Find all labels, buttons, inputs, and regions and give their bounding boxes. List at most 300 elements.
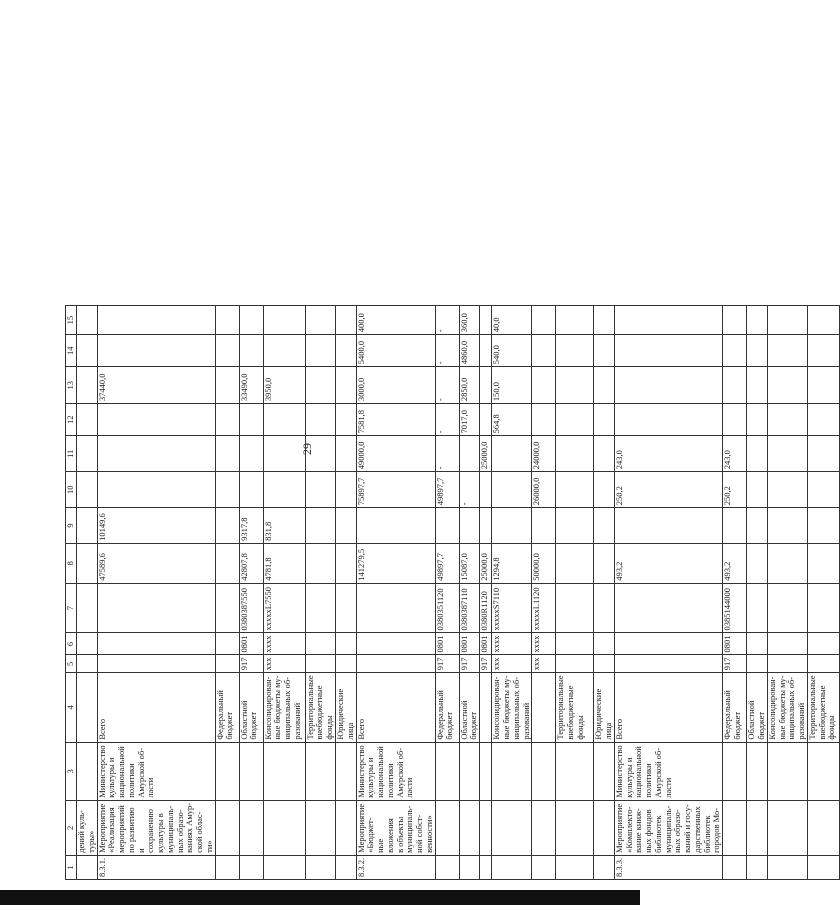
table-cell: - xyxy=(435,436,459,472)
table-row xyxy=(305,306,335,880)
table-cell: xxxxxL7550 xyxy=(263,583,305,633)
table-cell xyxy=(97,306,215,335)
table-cell: 3950,0 xyxy=(263,367,305,404)
table-cell xyxy=(556,472,594,508)
table-cell: 10149,6 xyxy=(97,508,215,544)
table-cell: 25000,0 xyxy=(480,543,492,583)
table-cell: 0801 xyxy=(435,633,459,655)
table-cell: 33490,0 xyxy=(239,367,263,404)
table-cell: 0380351120 xyxy=(435,583,459,633)
table-cell xyxy=(97,633,215,655)
table-row xyxy=(767,306,807,880)
table-cell xyxy=(459,800,480,855)
table-cell xyxy=(77,583,98,633)
table-row xyxy=(480,306,492,880)
table-cell xyxy=(305,655,335,673)
table-cell: 243,0 xyxy=(723,436,747,472)
table-cell xyxy=(556,855,594,879)
table-cell xyxy=(532,404,556,436)
table-cell xyxy=(723,306,747,335)
column-number-cell: 3 xyxy=(66,742,77,800)
table-cell: 7017,0 xyxy=(459,404,480,436)
table-cell: Мероприятие «Реализация мероприятий по развитию и сохранению культуры в муниципаль- ных образо- ваниях Амур- ской облас- ти» xyxy=(97,800,215,855)
table-cell xyxy=(594,633,615,655)
table-cell xyxy=(614,633,722,655)
table-cell xyxy=(263,742,305,800)
table-cell xyxy=(77,508,98,544)
table-cell xyxy=(215,404,239,436)
table-cell xyxy=(767,436,807,472)
table-cell: - xyxy=(435,306,459,335)
table-row xyxy=(356,306,435,880)
table-cell xyxy=(356,633,435,655)
table-cell xyxy=(480,742,492,800)
table-cell xyxy=(767,742,807,800)
table-cell xyxy=(747,543,768,583)
table-cell xyxy=(532,306,556,335)
table-row xyxy=(77,306,98,880)
table-cell: 24000,0 xyxy=(532,436,556,472)
table-cell xyxy=(594,335,615,367)
table-cell xyxy=(77,404,98,436)
table-cell xyxy=(239,800,263,855)
table-cell: 9317,8 xyxy=(239,508,263,544)
table-cell xyxy=(556,306,594,335)
table-cell xyxy=(239,472,263,508)
table-cell xyxy=(747,404,768,436)
table-cell xyxy=(807,742,839,800)
table-cell: 250,2 xyxy=(723,472,747,508)
table-cell: 4781,8 xyxy=(263,543,305,583)
table-cell xyxy=(767,655,807,673)
table-cell xyxy=(594,508,615,544)
table-cell: 0801 xyxy=(480,633,492,655)
table-cell xyxy=(747,800,768,855)
table-cell: 0380387550 xyxy=(239,583,263,633)
table-cell xyxy=(305,543,335,583)
table-cell xyxy=(556,335,594,367)
table-cell: xxxx xyxy=(492,633,532,655)
table-cell xyxy=(215,855,239,879)
table-cell xyxy=(305,742,335,800)
table-cell: 917 xyxy=(723,655,747,673)
table-cell: 243,0 xyxy=(614,436,722,472)
table-cell xyxy=(614,335,722,367)
table-cell xyxy=(492,508,532,544)
table-cell xyxy=(480,855,492,879)
table-row xyxy=(336,306,357,880)
table-cell xyxy=(215,367,239,404)
table-cell xyxy=(263,306,305,335)
table-cell: xxxx xyxy=(263,633,305,655)
table-cell: 15087,0 xyxy=(459,543,480,583)
table-cell: 75897,7 xyxy=(356,472,435,508)
table-cell xyxy=(767,404,807,436)
table-cell xyxy=(492,800,532,855)
table-cell: Юридические лица xyxy=(336,673,357,742)
table-cell: 40,0 xyxy=(492,306,532,335)
table-cell xyxy=(356,508,435,544)
table-cell: Юридические лица xyxy=(594,673,615,742)
table-row xyxy=(239,306,263,880)
table-cell xyxy=(356,583,435,633)
table-cell xyxy=(215,436,239,472)
table-cell: Территориальные внебюджетные фонды xyxy=(305,673,335,742)
table-cell xyxy=(614,655,722,673)
table-cell xyxy=(77,335,98,367)
table-cell xyxy=(356,655,435,673)
table-cell xyxy=(532,855,556,879)
table-cell xyxy=(305,855,335,879)
table-cell xyxy=(336,543,357,583)
table-cell: 2850,0 xyxy=(459,367,480,404)
table-cell xyxy=(263,800,305,855)
table-row xyxy=(263,306,305,880)
table-cell xyxy=(594,583,615,633)
table-cell xyxy=(807,306,839,335)
table-cell xyxy=(97,436,215,472)
table-cell xyxy=(807,583,839,633)
table-cell xyxy=(807,800,839,855)
column-number-cell: 1 xyxy=(66,855,77,879)
table-cell xyxy=(435,855,459,879)
table-cell xyxy=(492,855,532,879)
table-cell xyxy=(747,742,768,800)
table-cell xyxy=(77,633,98,655)
table-row xyxy=(459,306,480,880)
table-row xyxy=(556,306,594,880)
table-cell xyxy=(747,472,768,508)
table-cell: 0385144000 xyxy=(723,583,747,633)
table-cell: 49897,7 xyxy=(435,472,459,508)
table-cell xyxy=(77,655,98,673)
table-cell: 3000,0 xyxy=(356,367,435,404)
table-cell xyxy=(767,367,807,404)
table-cell: дений куль- туры» xyxy=(77,800,98,855)
table-cell xyxy=(594,436,615,472)
table-cell xyxy=(239,855,263,879)
table-cell xyxy=(215,583,239,633)
table-cell: 7581,8 xyxy=(356,404,435,436)
table-cell xyxy=(723,335,747,367)
table-cell xyxy=(594,404,615,436)
table-cell: Консолидирован- ные бюджеты му- ниципальных об- разований xyxy=(263,673,305,742)
table-cell xyxy=(480,800,492,855)
table-cell xyxy=(594,655,615,673)
table-cell xyxy=(305,508,335,544)
table-cell xyxy=(336,404,357,436)
table-cell: Министерство культуры и национальной политики Амурской об- ласти xyxy=(356,742,435,800)
table-cell: 831,8 xyxy=(263,508,305,544)
table-cell xyxy=(807,404,839,436)
table-cell xyxy=(594,472,615,508)
table-cell xyxy=(305,367,335,404)
table-cell: 0801 xyxy=(239,633,263,655)
table-cell xyxy=(807,855,839,879)
table-cell: 917 xyxy=(459,655,480,673)
table-cell xyxy=(532,742,556,800)
table-cell: 26000,0 xyxy=(532,472,556,508)
table-cell xyxy=(594,543,615,583)
table-cell: xxxxxL1120 xyxy=(532,583,556,633)
table-cell xyxy=(723,367,747,404)
table-cell: Всего xyxy=(614,673,722,742)
table-cell: Консолидирован- ные бюджеты му- ниципальных об- разований xyxy=(767,673,807,742)
table-cell: Территориальные внебюджетные фонды xyxy=(807,673,839,742)
table-cell xyxy=(263,472,305,508)
table-cell: 917 xyxy=(435,655,459,673)
table-cell xyxy=(492,436,532,472)
table-cell: 5400,0 xyxy=(356,335,435,367)
table-row xyxy=(594,306,615,880)
table-cell: 917 xyxy=(480,655,492,673)
table-cell: 8.3.3. xyxy=(614,855,722,879)
table-cell xyxy=(492,742,532,800)
table-cell: Консолидирован- ные бюджеты му- ниципальных об- разований xyxy=(492,673,532,742)
table-cell xyxy=(532,800,556,855)
table-cell xyxy=(556,436,594,472)
table-cell: 37440,0 xyxy=(97,367,215,404)
column-number-cell: 12 xyxy=(66,404,77,436)
table-cell: Областной бюджет xyxy=(747,673,768,742)
table-cell xyxy=(305,306,335,335)
table-cell: - xyxy=(459,472,480,508)
table-cell: 917 xyxy=(239,655,263,673)
table-cell xyxy=(747,436,768,472)
column-number-cell: 14 xyxy=(66,335,77,367)
table-cell xyxy=(239,742,263,800)
table-cell xyxy=(767,472,807,508)
table-cell: 47589,6 xyxy=(97,543,215,583)
table-cell xyxy=(263,855,305,879)
table-cell: Мероприятие «Комплекто- вание книж- ных фондов библиотек муниципаль- ных образо- ваний и госу- дарственных библиотек городов Мо- xyxy=(614,800,722,855)
table-cell xyxy=(807,655,839,673)
table-cell xyxy=(97,404,215,436)
budget-table-wrapper xyxy=(65,305,840,880)
table-cell xyxy=(215,508,239,544)
table-cell xyxy=(435,508,459,544)
table-cell xyxy=(747,306,768,335)
table-cell xyxy=(336,583,357,633)
table-cell: Областной бюджет xyxy=(459,673,480,742)
table-cell: Федеральный бюджет xyxy=(723,673,747,742)
table-cell xyxy=(336,472,357,508)
table-cell xyxy=(215,742,239,800)
table-cell xyxy=(532,673,556,742)
table-cell xyxy=(556,800,594,855)
table-cell xyxy=(215,543,239,583)
table-cell xyxy=(435,800,459,855)
table-cell: Всего xyxy=(356,673,435,742)
table-row xyxy=(97,306,215,880)
column-number-cell: 5 xyxy=(66,655,77,673)
table-cell xyxy=(336,855,357,879)
table-cell xyxy=(480,335,492,367)
table-cell xyxy=(263,436,305,472)
table-cell: xxx xyxy=(492,655,532,673)
table-cell xyxy=(480,472,492,508)
table-cell xyxy=(263,404,305,436)
table-cell xyxy=(556,543,594,583)
table-cell: 49897,7 xyxy=(435,543,459,583)
table-cell: 493,2 xyxy=(723,543,747,583)
table-cell xyxy=(336,742,357,800)
table-row xyxy=(747,306,768,880)
table-cell xyxy=(305,404,335,436)
table-cell xyxy=(556,508,594,544)
table-cell: Мероприятие «Бюджет- ные вложения в объекты муниципаль- ной собст- венности» xyxy=(356,800,435,855)
table-cell xyxy=(807,335,839,367)
table-cell: Министерство культуры и национальной политики Амурской об- ласти xyxy=(614,742,722,800)
table-cell: - xyxy=(435,335,459,367)
header-row xyxy=(66,306,77,880)
table-cell xyxy=(614,367,722,404)
table-cell xyxy=(723,855,747,879)
table-cell xyxy=(556,633,594,655)
table-cell xyxy=(215,472,239,508)
table-cell xyxy=(239,436,263,472)
column-number-cell: 9 xyxy=(66,508,77,544)
column-number-cell: 11 xyxy=(66,436,77,472)
table-cell xyxy=(747,855,768,879)
table-cell xyxy=(747,633,768,655)
table-cell xyxy=(723,508,747,544)
table-cell: - xyxy=(435,367,459,404)
table-cell: 493,2 xyxy=(614,543,722,583)
column-number-cell: 4 xyxy=(66,673,77,742)
table-cell: 400,0 xyxy=(356,306,435,335)
table-cell xyxy=(614,404,722,436)
table-cell: xxx xyxy=(532,655,556,673)
table-cell xyxy=(556,583,594,633)
table-cell: Федеральный бюджет xyxy=(215,673,239,742)
table-row xyxy=(614,306,722,880)
table-cell xyxy=(77,472,98,508)
table-cell xyxy=(747,335,768,367)
table-cell xyxy=(767,583,807,633)
table-cell xyxy=(336,436,357,472)
table-cell xyxy=(532,508,556,544)
table-cell xyxy=(77,673,98,742)
table-cell xyxy=(215,655,239,673)
table-cell: 1294,8 xyxy=(492,543,532,583)
table-cell xyxy=(215,633,239,655)
table-cell xyxy=(747,367,768,404)
table-cell: - xyxy=(435,404,459,436)
table-row xyxy=(532,306,556,880)
table-cell xyxy=(77,436,98,472)
table-cell xyxy=(215,306,239,335)
table-cell xyxy=(215,800,239,855)
table-cell xyxy=(77,306,98,335)
table-cell: 42807,8 xyxy=(239,543,263,583)
table-cell xyxy=(239,306,263,335)
column-number-cell: 6 xyxy=(66,633,77,655)
table-cell: 25000,0 xyxy=(480,436,492,472)
table-cell xyxy=(263,335,305,367)
table-cell xyxy=(305,335,335,367)
table-cell xyxy=(77,543,98,583)
column-number-cell: 7 xyxy=(66,583,77,633)
table-cell xyxy=(336,367,357,404)
table-cell xyxy=(767,306,807,335)
table-cell xyxy=(556,404,594,436)
table-row xyxy=(492,306,532,880)
table-cell xyxy=(614,508,722,544)
table-cell xyxy=(336,335,357,367)
table-cell: Всего xyxy=(97,673,215,742)
table-cell xyxy=(747,508,768,544)
table-cell xyxy=(336,306,357,335)
table-cell xyxy=(97,583,215,633)
table-cell xyxy=(767,800,807,855)
table-cell xyxy=(459,742,480,800)
table-cell xyxy=(480,404,492,436)
table-cell: 0380R1120 xyxy=(480,583,492,633)
table-cell: 8.3.1. xyxy=(97,855,215,879)
column-number-cell: 8 xyxy=(66,543,77,583)
table-cell xyxy=(767,543,807,583)
table-cell xyxy=(336,633,357,655)
table-cell xyxy=(305,800,335,855)
table-cell xyxy=(614,583,722,633)
table-cell: 4860,0 xyxy=(459,335,480,367)
table-cell: 250,2 xyxy=(614,472,722,508)
table-row xyxy=(807,306,839,880)
table-row xyxy=(723,306,747,880)
table-cell xyxy=(767,633,807,655)
table-cell: xxxxxS7110 xyxy=(492,583,532,633)
page-number: 29 xyxy=(300,443,314,455)
table-cell xyxy=(594,306,615,335)
table-cell xyxy=(336,508,357,544)
table-cell xyxy=(594,742,615,800)
table-cell: 0801 xyxy=(723,633,747,655)
table-cell: 360,0 xyxy=(459,306,480,335)
table-cell xyxy=(459,436,480,472)
column-number-cell: 2 xyxy=(66,800,77,855)
table-cell xyxy=(459,855,480,879)
table-cell xyxy=(556,367,594,404)
table-cell xyxy=(239,335,263,367)
table-cell xyxy=(807,472,839,508)
table-cell xyxy=(723,404,747,436)
table-cell xyxy=(305,583,335,633)
table-cell: Министерство культуры и национальной политики Амурской об- ласти xyxy=(97,742,215,800)
table-cell: xxx xyxy=(263,655,305,673)
table-cell: 150,0 xyxy=(492,367,532,404)
column-number-cell: 10 xyxy=(66,472,77,508)
table-cell: 49000,0 xyxy=(356,436,435,472)
table-cell xyxy=(480,306,492,335)
table-cell: 8.3.2. xyxy=(356,855,435,879)
table-cell xyxy=(77,367,98,404)
table-cell xyxy=(556,742,594,800)
table-cell xyxy=(807,436,839,472)
table-cell xyxy=(556,655,594,673)
table-cell xyxy=(77,742,98,800)
table-cell xyxy=(492,472,532,508)
table-cell xyxy=(480,673,492,742)
table-cell: 0380387110 xyxy=(459,583,480,633)
table-cell xyxy=(807,633,839,655)
table-cell xyxy=(305,436,335,472)
table-cell: Федеральный бюджет xyxy=(435,673,459,742)
table-cell xyxy=(532,367,556,404)
table-cell xyxy=(767,855,807,879)
table-row xyxy=(215,306,239,880)
table-cell xyxy=(747,583,768,633)
